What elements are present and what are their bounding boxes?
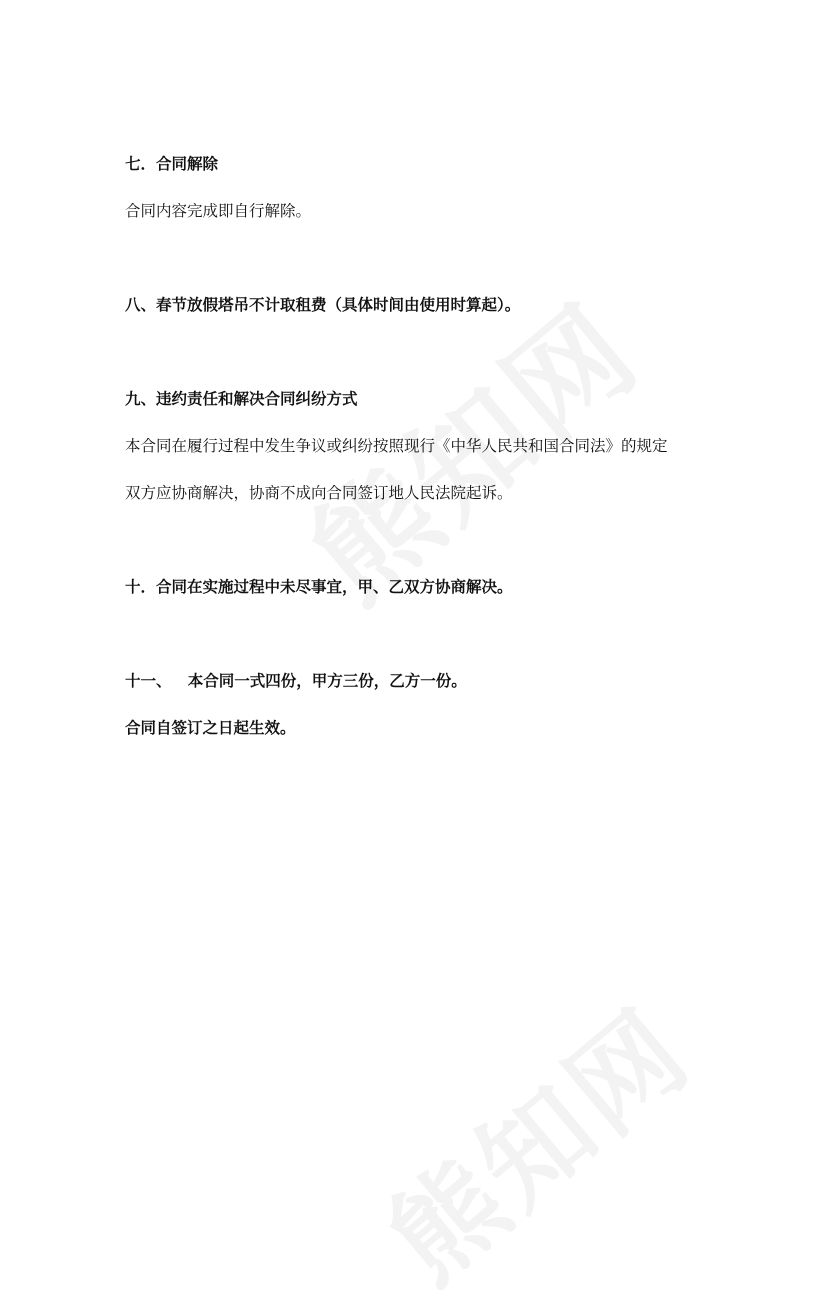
- section-10-heading: 十．合同在实施过程中未尽事宜，甲、乙双方协商解决。: [125, 577, 513, 596]
- section-7-heading: 七．合同解除: [125, 154, 219, 173]
- watermark: [350, 967, 718, 1311]
- section-9-heading: 九、违约责任和解决合同纠纷方式: [125, 389, 358, 408]
- section-11-heading: 十一、 本合同一式四份，甲方三份，乙方一份。: [125, 671, 467, 690]
- section-7-body: 合同内容完成即自行解除。: [125, 202, 312, 220]
- section-8-heading: 八、春节放假塔吊不计取租费（具体时间由使用时算起）。: [125, 295, 521, 314]
- section-9-body-line-1: 本合同在履行过程中发生争议或纠纷按照现行《中华人民共和国合同法》的规定: [125, 437, 668, 455]
- section-11-body: 合同自签订之日起生效。: [125, 718, 296, 737]
- section-9-body-line-2: 双方应协商解决，协商不成向合同签订地人民法院起诉。: [125, 484, 513, 502]
